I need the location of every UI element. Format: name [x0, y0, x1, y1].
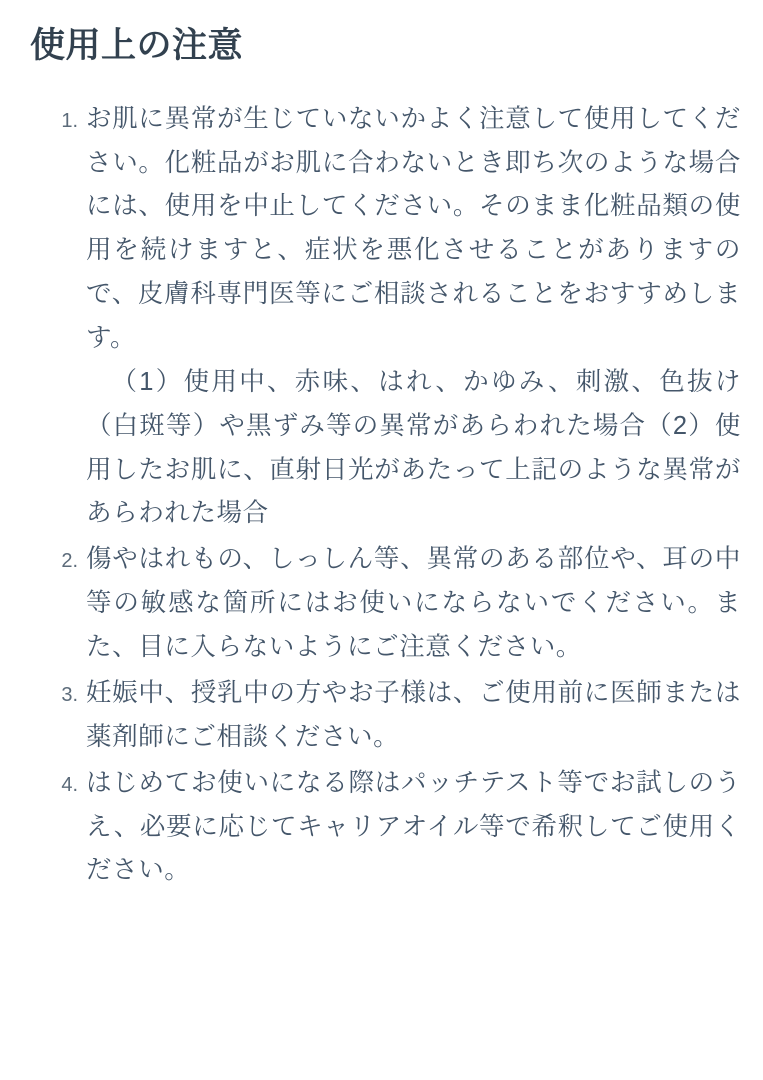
notice-paragraph: お肌に異常が生じていないかよく注意して使用してください。化粧品がお肌に合わないとき即ち次のような場合には、使用を中止してください。そのまま化粧品類の使用を続けますと、症状を悪化させることがありますので、皮膚科専門医等にご相談されることをおすすめします。 — [86, 104, 741, 353]
page-title: 使用上の注意 — [30, 26, 244, 65]
notice-paragraph: 傷やはれもの、しっしん等、異常のある部位や、耳の中等の敏感な箇所にはお使いにならないでください。また、目に入らないようにご注意ください。 — [86, 545, 741, 662]
notice-list — [24, 98, 741, 893]
list-item — [24, 98, 741, 537]
list-item — [24, 762, 741, 894]
list-item — [24, 672, 741, 760]
notice-paragraph: はじめてお使いになる際はパッチテスト等でお試しのうえ、必要に応じてキャリアオイル等で希釈してご使用ください。 — [86, 768, 741, 885]
list-item — [24, 538, 741, 670]
notice-paragraph: （1）使用中、赤味、はれ、かゆみ、刺激、色抜け（白斑等）や黒ずみ等の異常があらわれた場合（2）使用したお肌に、直射日光があたって上記のような異常があらわれた場合 — [86, 367, 741, 528]
notice-paragraph: 妊娠中、授乳中の方やお子様は、ご使用前に医師または薬剤師にご相談ください。 — [86, 678, 741, 751]
